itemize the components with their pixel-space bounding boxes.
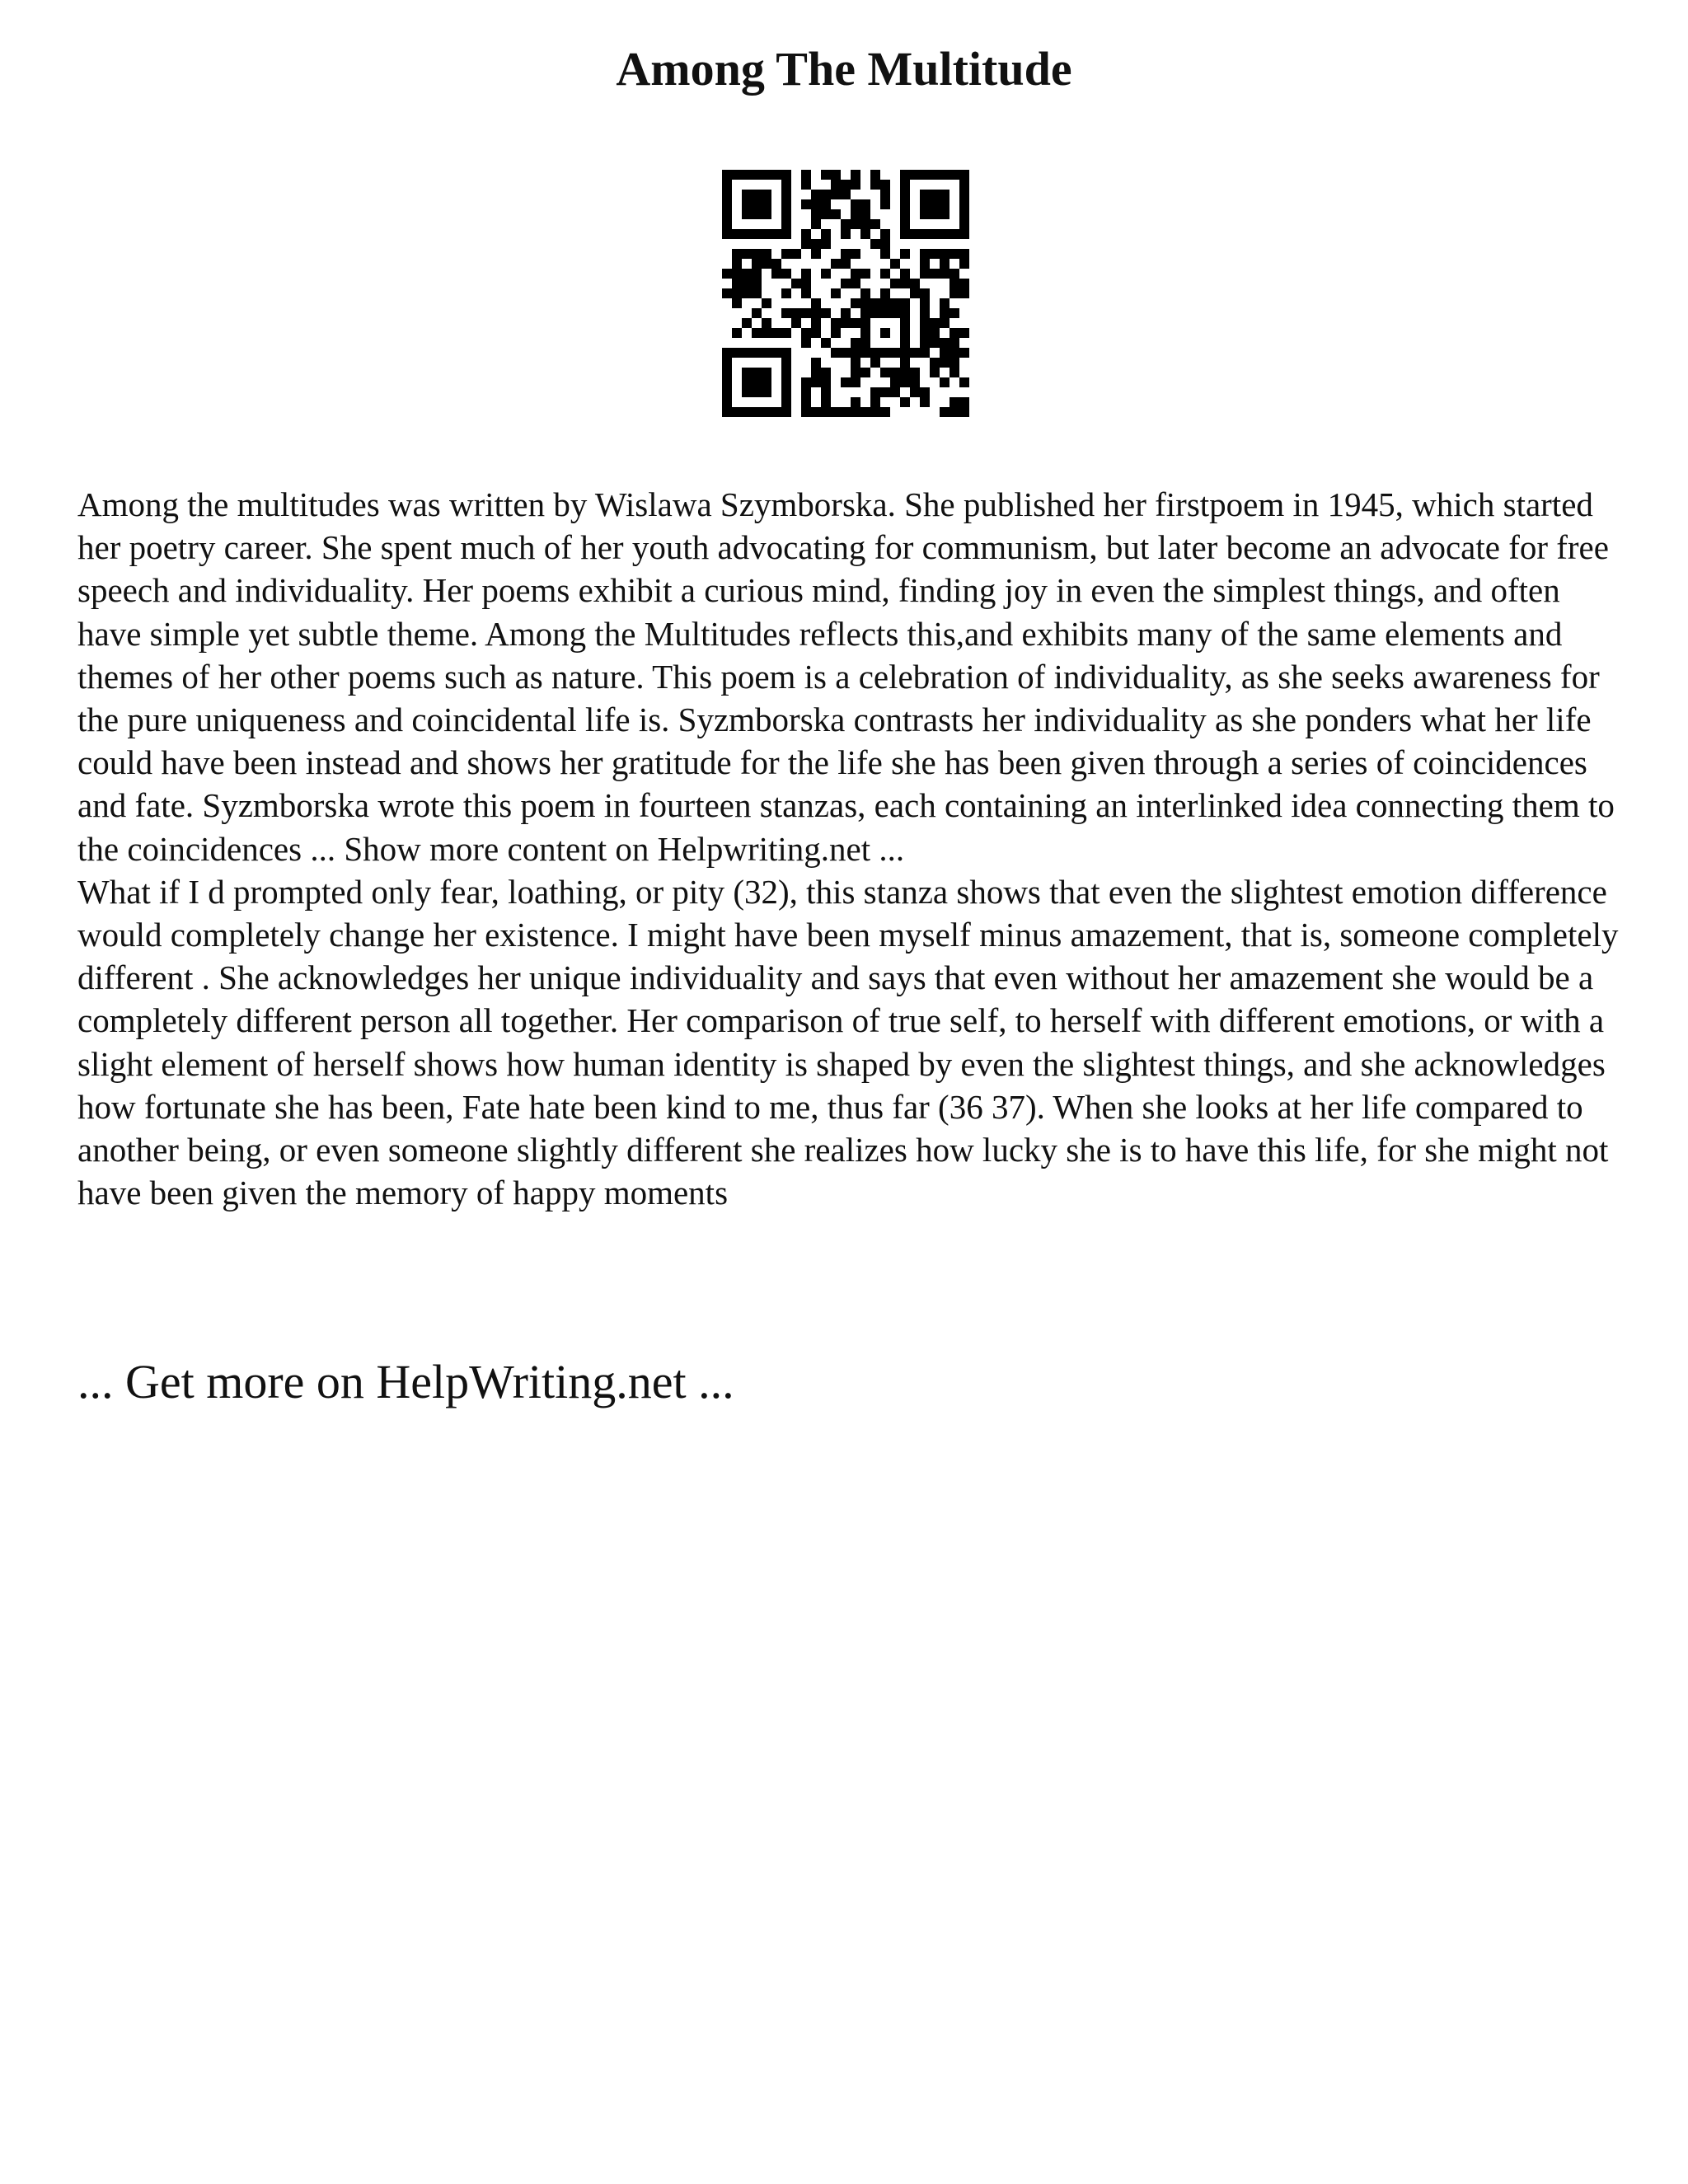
paragraph-1: Among the multitudes was written by Wislawa Szymborska. She published her firstpoem in 1945, which started her poetry career. She spent much of her youth advocating for communism, but later become an advocate for free speech and individuality. Her poems exhibit a curious mind, finding joy in even the simplest things, and often have simple yet subtle theme. Among the Multitudes reflects this,and exhibits many of the same elements and themes of her other poems such as nature. This poem is a celebration of individuality, as she seeks awareness for the pure uniqueness and coincidental life is. Syzmborska contrasts her individuality as she ponders what her life could have been instead and shows her gratitude for the life she has been given through a series of coincidences and fate. Syzmborska wrote this poem in fourteen stanzas, each containing an interlinked idea connecting them to the coincidences ... Show more content on Helpwriting.net ... xyxy=(77,485,1615,868)
page-title: Among The Multitude xyxy=(616,42,1072,96)
paragraph-2: What if I d prompted only fear, loathing, or pity (32), this stanza shows that even the slightest emotion difference would completely change her existence. I might have been myself minus amazement, that is, someone completely different . She acknowledges her unique individuality and says that even without her amazement she would be a completely different person all together. Her comparison of true self, to herself with different emotions, or with a slight element of herself shows how human identity is shaped by even the slightest things, and she acknowledges how fortunate she has been, Fate hate been kind to me, thus far (36 37). When she looks at her life compared to another being, or even someone slightly different she realizes how lucky she is to have this life, for she might not have been given the memory of happy moments xyxy=(77,872,1619,1212)
qr-code-icon[interactable] xyxy=(722,170,969,417)
get-more-link[interactable]: ... Get more on HelpWriting.net ... xyxy=(77,1355,734,1408)
article-body xyxy=(77,483,1619,1214)
